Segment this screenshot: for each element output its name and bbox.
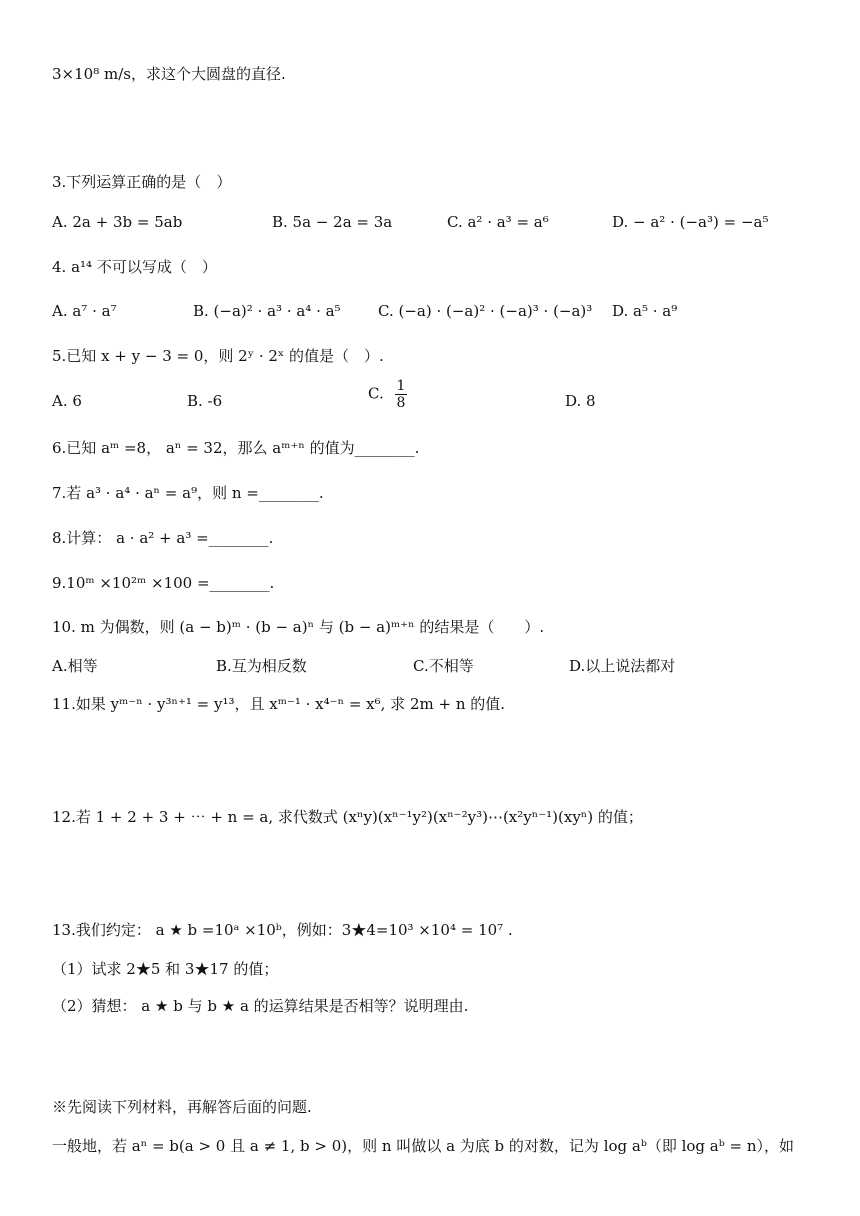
q10-option-a: A.相等	[52, 657, 98, 675]
fraction-one-eighth	[395, 378, 408, 411]
q10-option-c: C.不相等	[413, 657, 474, 675]
q5-option-d: D. 8	[565, 392, 596, 410]
q4-option-a: A. a⁷ · a⁷	[52, 302, 117, 320]
question-13-part-2: （2）猜想： a ★ b 与 b ★ a 的运算结果是否相等？说明理由.	[52, 997, 469, 1015]
q10-option-b: B.互为相反数	[216, 657, 307, 675]
q5-option-b: B. -6	[187, 392, 223, 410]
q3-option-d: D. − a² · (−a³) = −a⁵	[612, 213, 769, 231]
question-10: 10. m 为偶数，则 (a − b)ᵐ · (b − a)ⁿ 与 (b − a)ᵐ⁺ⁿ 的结果是（ ）.	[52, 618, 545, 636]
q10-option-d: D.以上说法都对	[569, 657, 676, 675]
question-5: 5.已知 x + y − 3 = 0，则 2ʸ · 2ˣ 的值是（ ）.	[52, 347, 384, 365]
question-13-part-1: （1）试求 2★5 和 3★17 的值；	[52, 960, 279, 978]
q3-option-b: B. 5a − 2a = 3a	[272, 213, 393, 231]
q5-option-c-label: C.	[368, 384, 384, 403]
text-line-speed: 3×10⁸ m/s，求这个大圆盘的直径.	[52, 65, 286, 83]
fraction-denominator: 8	[396, 395, 406, 411]
question-3: 3.下列运算正确的是（ ）	[52, 173, 232, 191]
q5-option-c	[368, 378, 407, 411]
q4-option-c: C. (−a) · (−a)² · (−a)³ · (−a)³	[378, 302, 593, 320]
question-6: 6.已知 aᵐ =8， aⁿ = 32，那么 aᵐ⁺ⁿ 的值为________.	[52, 439, 420, 457]
q5-option-a: A. 6	[52, 392, 82, 410]
question-9: 9.10ᵐ ×10²ᵐ ×100 =________.	[52, 574, 275, 592]
q3-option-a: A. 2a + 3b = 5ab	[52, 213, 183, 231]
q3-option-c: C. a² · a³ = a⁶	[447, 213, 549, 231]
log-definition: 一般地，若 aⁿ = b(a > 0 且 a ≠ 1, b > 0)，则 n 叫做以 a 为底 b 的对数，记为 log aᵇ（即 log aᵇ = n），如	[52, 1137, 795, 1155]
question-13: 13.我们约定： a ★ b =10ᵃ ×10ᵇ，例如：3★4=10³ ×10⁴ = 10⁷ .	[52, 921, 513, 939]
question-7: 7.若 a³ · a⁴ · aⁿ = a⁹，则 n =________.	[52, 484, 324, 502]
question-4: 4. a¹⁴ 不可以写成（ ）	[52, 258, 217, 276]
q4-option-d: D. a⁵ · a⁹	[612, 302, 678, 320]
q4-option-b: B. (−a)² · a³ · a⁴ · a⁵	[193, 302, 341, 320]
question-8: 8.计算： a · a² + a³ =________.	[52, 529, 274, 547]
reading-intro: ※先阅读下列材料，再解答后面的问题.	[52, 1098, 312, 1116]
question-12: 12.若 1 + 2 + 3 + ⋯ + n = a, 求代数式 (xⁿy)(xⁿ⁻¹y²)(xⁿ⁻²y³)⋯(x²yⁿ⁻¹)(xyⁿ) 的值；	[52, 808, 643, 826]
fraction-numerator: 1	[396, 378, 406, 394]
question-11: 11.如果 yᵐ⁻ⁿ · y³ⁿ⁺¹ = y¹³，且 xᵐ⁻¹ · x⁴⁻ⁿ = x⁶, 求 2m + n 的值.	[52, 695, 506, 713]
